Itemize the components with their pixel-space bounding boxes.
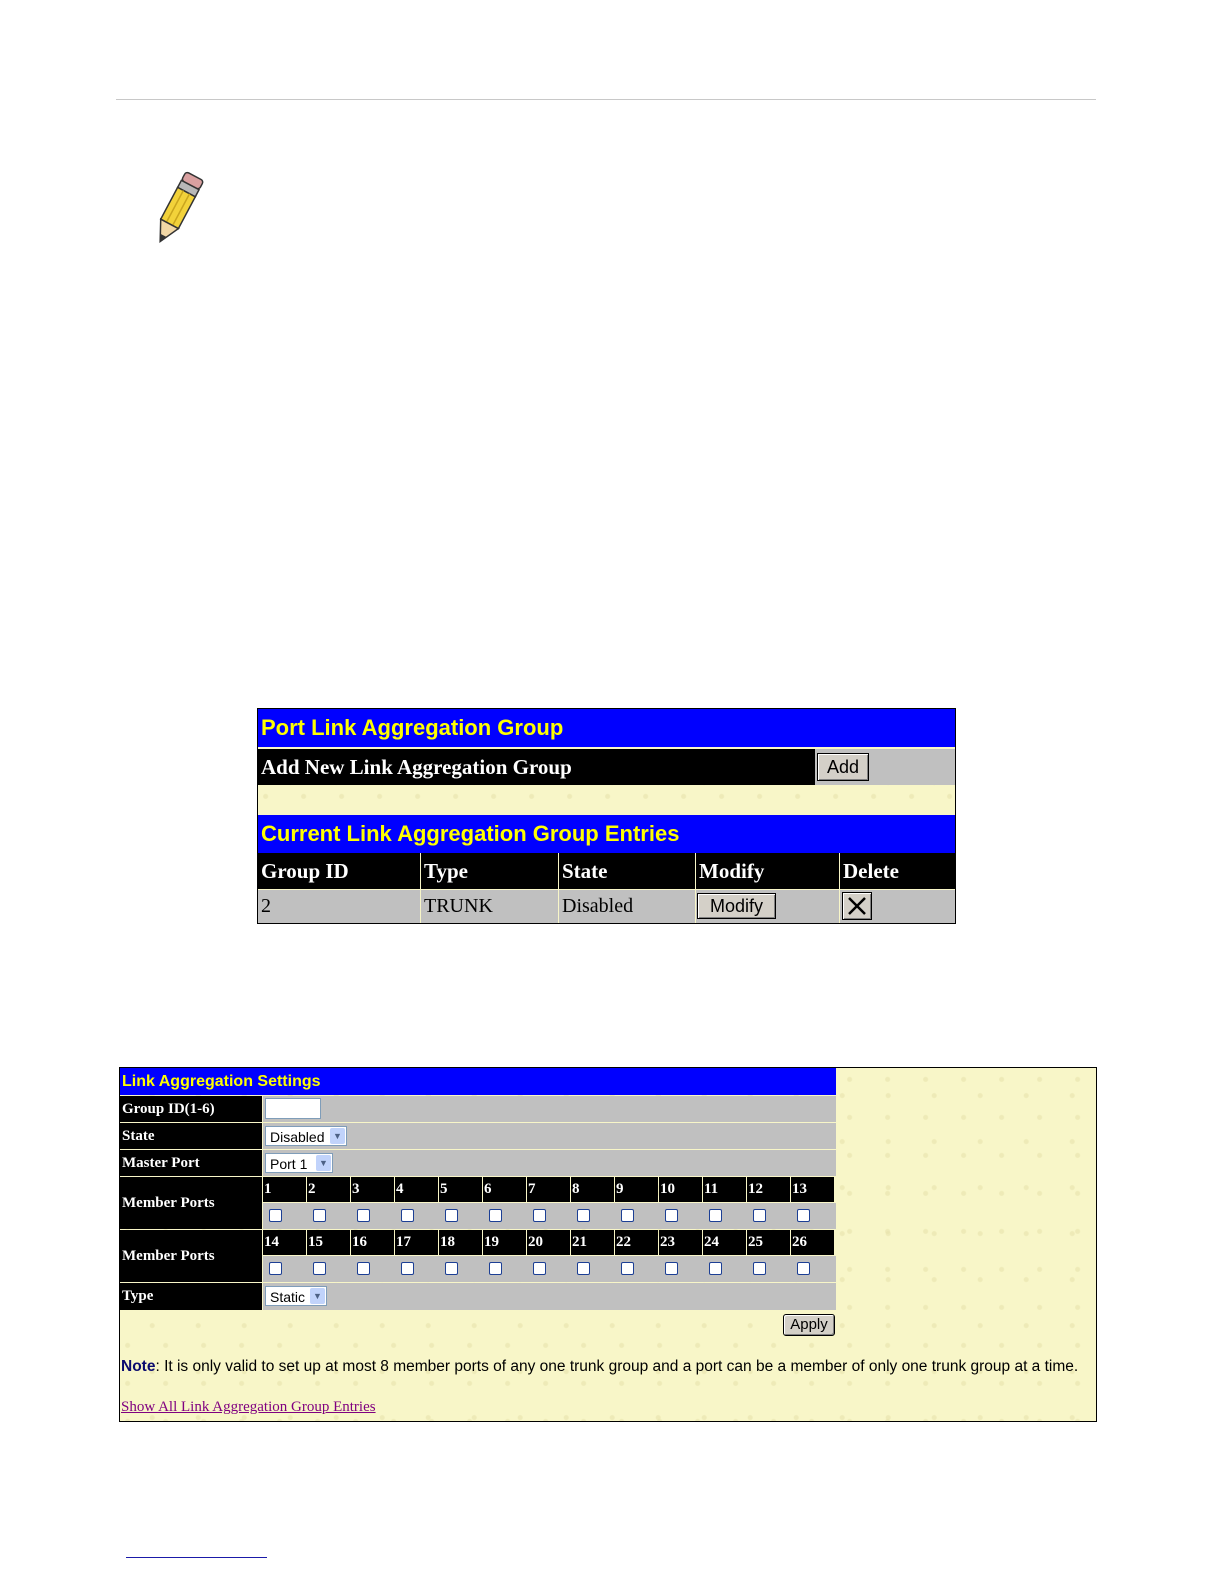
member-port-checkbox[interactable] <box>269 1209 282 1222</box>
chevron-down-icon: ▼ <box>330 1128 345 1144</box>
port-number: 10 <box>659 1177 702 1202</box>
member-port-checkbox[interactable] <box>533 1209 546 1222</box>
note-prefix: Note <box>121 1358 156 1375</box>
state-cell <box>263 1123 836 1149</box>
type-select-value: Static <box>270 1289 306 1305</box>
pencil-note-icon <box>138 166 218 250</box>
port-number: 13 <box>791 1177 834 1202</box>
port-number: 15 <box>307 1230 350 1255</box>
cell-group-id: 2 <box>258 890 420 923</box>
member-port-checkbox[interactable] <box>313 1209 326 1222</box>
port-number: 24 <box>703 1230 746 1255</box>
member-ports-label-2: Member Ports <box>120 1230 262 1282</box>
member-port-checkbox[interactable] <box>621 1262 634 1275</box>
bottom-rule <box>126 1557 267 1558</box>
add-group-label: Add New Link Aggregation Group <box>258 749 815 785</box>
member-port-checkbox[interactable] <box>357 1262 370 1275</box>
member-port-checkbox[interactable] <box>709 1209 722 1222</box>
member-port-checkbox[interactable] <box>445 1209 458 1222</box>
member-port-checkbox[interactable] <box>401 1262 414 1275</box>
port-number: 25 <box>747 1230 790 1255</box>
modify-button[interactable]: Modify <box>697 893 776 919</box>
member-port-checkbox[interactable] <box>445 1262 458 1275</box>
group-id-input[interactable] <box>265 1098 321 1119</box>
type-cell <box>263 1283 836 1310</box>
port-number: 22 <box>615 1230 658 1255</box>
chevron-down-icon: ▼ <box>316 1155 331 1171</box>
note-text <box>121 1358 1078 1376</box>
port-number: 18 <box>439 1230 482 1255</box>
master-port-label: Master Port <box>120 1150 262 1176</box>
apply-button[interactable]: Apply <box>783 1314 835 1336</box>
member-port-checkbox[interactable] <box>797 1262 810 1275</box>
group-id-label: Group ID(1-6) <box>120 1096 262 1122</box>
port-number: 17 <box>395 1230 438 1255</box>
column-header-type: Type <box>421 853 558 889</box>
x-icon <box>843 893 871 919</box>
member-port-checkbox[interactable] <box>533 1262 546 1275</box>
member-port-checkbox[interactable] <box>577 1209 590 1222</box>
panel-title: Port Link Aggregation Group <box>258 709 955 747</box>
group-id-cell <box>263 1096 836 1122</box>
member-port-checkbox[interactable] <box>489 1262 502 1275</box>
port-number: 6 <box>483 1177 526 1202</box>
link-aggregation-settings-panel <box>119 1067 1097 1422</box>
column-header-modify: Modify <box>696 853 839 889</box>
cell-modify <box>696 890 839 923</box>
column-header-state: State <box>559 853 695 889</box>
add-group-row <box>258 749 955 785</box>
note-body: : It is only valid to set up at most 8 member ports of any one trunk group and a port can be a member of only one trunk group at a time. <box>155 1358 1079 1375</box>
port-number: 4 <box>395 1177 438 1202</box>
spacer <box>258 785 955 815</box>
delete-button[interactable] <box>842 892 872 920</box>
member-port-checkbox[interactable] <box>269 1262 282 1275</box>
port-number: 21 <box>571 1230 614 1255</box>
port-number: 1 <box>263 1177 306 1202</box>
column-header-group-id: Group ID <box>258 853 420 889</box>
cell-state: Disabled <box>559 890 695 923</box>
port-number: 14 <box>263 1230 306 1255</box>
cell-delete <box>840 890 955 923</box>
member-port-checkbox[interactable] <box>313 1262 326 1275</box>
member-ports-label-1: Member Ports <box>120 1177 262 1229</box>
type-label: Type <box>120 1283 262 1310</box>
type-select[interactable] <box>265 1286 327 1306</box>
port-number: 7 <box>527 1177 570 1202</box>
member-port-checkbox[interactable] <box>709 1262 722 1275</box>
port-number: 2 <box>307 1177 350 1202</box>
member-port-checkbox[interactable] <box>753 1209 766 1222</box>
port-number: 11 <box>703 1177 746 1202</box>
member-ports-grid-1 <box>263 1177 836 1229</box>
port-number: 19 <box>483 1230 526 1255</box>
member-port-checkbox[interactable] <box>621 1209 634 1222</box>
state-select[interactable] <box>265 1126 347 1146</box>
member-port-checkbox[interactable] <box>797 1209 810 1222</box>
column-header-delete: Delete <box>840 853 955 889</box>
port-number: 26 <box>791 1230 834 1255</box>
port-number: 3 <box>351 1177 394 1202</box>
port-number: 12 <box>747 1177 790 1202</box>
member-port-checkbox[interactable] <box>665 1262 678 1275</box>
master-port-cell <box>263 1150 836 1176</box>
member-port-checkbox[interactable] <box>489 1209 502 1222</box>
member-ports-checkbox-row-1 <box>263 1203 836 1229</box>
port-link-aggregation-panel <box>257 708 956 924</box>
member-port-checkbox[interactable] <box>753 1262 766 1275</box>
member-ports-grid-2 <box>263 1230 836 1282</box>
port-number: 9 <box>615 1177 658 1202</box>
cell-type: TRUNK <box>421 890 558 923</box>
show-all-entries-link[interactable]: Show All Link Aggregation Group Entries <box>121 1399 376 1415</box>
master-port-select[interactable] <box>265 1153 333 1173</box>
port-number: 23 <box>659 1230 702 1255</box>
settings-title: Link Aggregation Settings <box>120 1068 836 1095</box>
port-number: 16 <box>351 1230 394 1255</box>
port-number: 5 <box>439 1177 482 1202</box>
add-button[interactable]: Add <box>817 753 869 781</box>
member-port-checkbox[interactable] <box>665 1209 678 1222</box>
chevron-down-icon: ▼ <box>310 1288 325 1304</box>
entries-title: Current Link Aggregation Group Entries <box>258 815 955 853</box>
member-port-checkbox[interactable] <box>577 1262 590 1275</box>
member-port-checkbox[interactable] <box>357 1209 370 1222</box>
member-ports-checkbox-row-2 <box>263 1256 836 1282</box>
port-number: 8 <box>571 1177 614 1202</box>
top-rule <box>116 99 1096 100</box>
state-select-value: Disabled <box>270 1129 325 1145</box>
master-port-select-value: Port 1 <box>270 1156 308 1172</box>
port-number: 20 <box>527 1230 570 1255</box>
state-label: State <box>120 1123 262 1149</box>
member-port-checkbox[interactable] <box>401 1209 414 1222</box>
